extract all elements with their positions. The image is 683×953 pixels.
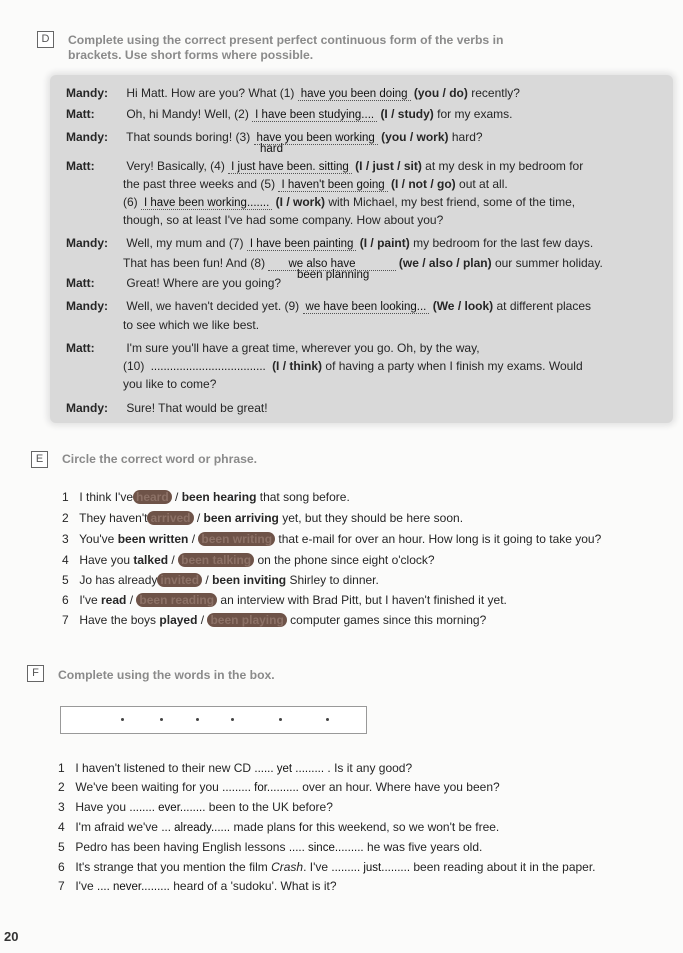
hint-7: (I / paint): [359, 236, 410, 250]
item-number: 7: [62, 613, 69, 627]
hint-8: (we / also / plan): [398, 256, 492, 270]
item-text: been to the UK before?: [208, 800, 333, 814]
hint-3: (you / work): [381, 130, 449, 144]
answer-10: ....................................: [150, 361, 266, 373]
answer-1: have you been doing: [298, 88, 411, 101]
dialogue-line-12: to see which we like best.: [123, 318, 260, 332]
circled-answer: been playing: [207, 613, 286, 627]
item-number: 6: [62, 593, 69, 607]
exercise-f-item-1: [58, 761, 412, 777]
dialogue-line-13: [66, 341, 480, 356]
speaker: Mandy:: [66, 299, 108, 313]
dialogue-line-15: you like to come?: [123, 377, 217, 391]
dialogue-line-14: [123, 359, 583, 375]
answer-8: we also have: [268, 258, 395, 271]
filled-answer: ...... yet .........: [254, 763, 325, 775]
exercise-f-item-6: [58, 860, 596, 876]
item-text: I've: [75, 879, 94, 893]
circled-answer: invited: [157, 573, 202, 587]
exercise-e-item-3: [62, 532, 601, 547]
line-text: of having a party when I finish my exams. Would: [325, 359, 583, 373]
filled-answer: ..... since.........: [288, 842, 364, 854]
filled-answer: .... never.........: [97, 881, 170, 893]
item-number: 5: [58, 840, 65, 854]
word-box-bullet: [231, 718, 234, 721]
item-text: You've: [79, 532, 115, 546]
hint-1: (you / do): [413, 86, 468, 100]
speaker: Mandy:: [66, 86, 108, 100]
exercise-e-item-2: [62, 511, 463, 526]
item-text: We've been waiting for you: [75, 780, 219, 794]
speaker: Matt:: [66, 341, 95, 355]
item-text: I'm afraid we've: [75, 820, 158, 834]
exercise-e-item-1: [62, 490, 350, 505]
line-text: at my desk in my bedroom for: [425, 159, 584, 173]
filled-answer: ......... for..........: [222, 782, 299, 794]
item-text: . I've: [303, 860, 329, 874]
option: talked: [133, 553, 169, 567]
answer-4: I just have been. sitting: [228, 161, 352, 174]
answer-7: I have been painting: [247, 238, 357, 251]
dialogue-line-5: [123, 177, 508, 193]
hint-4: (I / just / sit): [355, 159, 422, 173]
exercise-e-item-6: [62, 593, 507, 608]
exercise-f-item-2: [58, 780, 500, 796]
line-text: recently?: [471, 86, 520, 100]
circled-answer: been reading: [136, 593, 217, 607]
dialogue-line-8: [66, 236, 593, 252]
line-text: (6): [123, 195, 138, 209]
dialogue-line-16: [66, 401, 268, 416]
line-text: Great! Where are you going?: [126, 276, 282, 290]
exercise-f-item-5: [58, 840, 482, 856]
line-text: for my exams.: [437, 107, 513, 121]
exercise-e-item-5: [62, 573, 379, 588]
dialogue-line-2: [66, 107, 512, 123]
slash: /: [175, 490, 179, 504]
section-f-instruction: Complete using the words in the box.: [58, 668, 275, 682]
answer-8-continuation: been planning: [297, 269, 370, 281]
section-f-letter: F: [27, 665, 44, 682]
item-number: 2: [58, 780, 65, 794]
item-text: that song before.: [259, 490, 350, 504]
answer-6: I have been working.......: [141, 197, 272, 210]
line-text: Very! Basically, (4): [126, 159, 225, 173]
item-text: over an hour. Where have you been?: [302, 780, 500, 794]
filled-answer: ........ ever........: [129, 802, 206, 814]
item-text: Have you: [75, 800, 127, 814]
dialogue-line-7: though, so at least I've had some company. How about you?: [123, 213, 444, 227]
exercise-f-item-4: [58, 820, 499, 836]
item-text: he was five years old.: [366, 840, 483, 854]
speaker: Mandy:: [66, 236, 108, 250]
option: been hearing: [181, 490, 257, 504]
hint-9: (We / look): [432, 299, 494, 313]
answer-3-continuation: hard: [260, 143, 284, 155]
line-text: Well, we haven't decided yet. (9): [126, 299, 300, 313]
section-e-instruction: Circle the correct word or phrase.: [62, 452, 258, 466]
section-d-instruction-line2: brackets. Use short forms where possible.: [68, 48, 314, 62]
line-text: I'm sure you'll have a great time, wherever you go. Oh, by the way,: [126, 341, 480, 355]
answer-2: I have been studying....: [252, 109, 377, 122]
filled-answer: ... already......: [161, 822, 231, 834]
item-text: I haven't listened to their new CD: [75, 761, 252, 775]
line-text: Well, my mum and (7): [126, 236, 244, 250]
dialogue-line-10: [66, 276, 281, 291]
word-box: [60, 706, 367, 734]
item-text: I've: [79, 593, 98, 607]
item-text: an interview with Brad Pitt, but I haven't finished it yet.: [220, 593, 507, 607]
word-box-bullet: [121, 718, 124, 721]
hint-6: (I / work): [275, 195, 325, 209]
item-text: It's strange that you mention the film: [75, 860, 268, 874]
item-number: 5: [62, 573, 69, 587]
circled-answer: arrived: [147, 511, 193, 525]
line-text: the past three weeks and (5): [123, 177, 276, 191]
line-text: with Michael, my best friend, some of the time,: [328, 195, 576, 209]
line-text: Hi Matt. How are you? What (1): [126, 86, 295, 100]
section-d-letter: D: [37, 31, 54, 48]
speaker: Matt:: [66, 276, 95, 290]
circled-answer: heard: [133, 490, 172, 504]
exercise-e-item-4: [62, 553, 435, 568]
hint-2: (I / study): [380, 107, 434, 121]
dialogue-line-11: [66, 299, 591, 315]
line-text: Sure! That would be great!: [126, 401, 268, 415]
line-text: (10): [123, 359, 145, 373]
option: been written: [117, 532, 189, 546]
item-number: 1: [58, 761, 65, 775]
section-e-letter: E: [31, 451, 48, 468]
word-box-bullet: [326, 718, 329, 721]
exercise-e-item-7: [62, 613, 486, 628]
hint-5: (I / not / go): [391, 177, 456, 191]
dialogue-line-4: [66, 159, 583, 175]
item-text: that e-mail for over an hour. How long is it going to take you?: [278, 532, 602, 546]
hint-10: (I / think): [272, 359, 323, 373]
item-text: yet, but they should be here soon.: [282, 511, 464, 525]
dialogue-line-1: [66, 86, 520, 102]
section-d-instruction-line1: Complete using the correct present perfect continuous form of the verbs in: [68, 33, 504, 47]
item-text: made plans for this weekend, so we won't be free.: [233, 820, 500, 834]
circled-answer: been writing: [198, 532, 275, 546]
option: played: [159, 613, 198, 627]
item-text: been reading about it in the paper.: [413, 860, 596, 874]
line-text: Oh, hi Mandy! Well, (2): [126, 107, 249, 121]
slash: /: [196, 511, 201, 525]
item-text: Have you: [79, 553, 131, 567]
exercise-f-item-7: [58, 879, 337, 895]
word-box-bullet: [279, 718, 282, 721]
word-box-bullet: [160, 718, 163, 721]
item-text: I think I've: [79, 490, 133, 504]
item-text: Shirley to dinner.: [289, 573, 379, 587]
slash: /: [191, 532, 196, 546]
page-number: 20: [4, 929, 19, 944]
word-box-bullet: [196, 718, 199, 721]
answer-9: we have been looking...: [303, 301, 430, 314]
item-text: Jo has already: [79, 573, 158, 587]
item-text: Pedro has been having English lessons: [75, 840, 286, 854]
exercise-f-item-3: [58, 800, 333, 816]
slash: /: [171, 553, 175, 567]
film-title: Crash: [271, 860, 304, 874]
item-text: heard of a 'sudoku'. What is it?: [173, 879, 337, 893]
slash: /: [129, 593, 134, 607]
item-number: 6: [58, 860, 65, 874]
speaker: Mandy:: [66, 401, 108, 415]
line-text: hard?: [451, 130, 483, 144]
item-text: on the phone since eight o'clock?: [257, 553, 435, 567]
answer-5: I haven't been going: [278, 179, 387, 192]
circled-answer: been talking: [178, 553, 254, 567]
item-number: 4: [62, 553, 69, 567]
item-text: . Is it any good?: [327, 761, 413, 775]
line-text: That sounds boring! (3): [126, 130, 251, 144]
line-text: out at all.: [459, 177, 508, 191]
item-number: 3: [58, 800, 65, 814]
slash: /: [205, 573, 209, 587]
speaker: Mandy:: [66, 130, 108, 144]
item-number: 3: [62, 532, 69, 546]
filled-answer: ......... just.........: [331, 862, 411, 874]
item-number: 1: [62, 490, 69, 504]
option: been arriving: [203, 511, 279, 525]
item-text: computer games since this morning?: [290, 613, 487, 627]
speaker: Matt:: [66, 159, 95, 173]
item-text: They haven't: [79, 511, 148, 525]
answer-3: have you been working: [254, 132, 378, 145]
line-text: our summer holiday.: [494, 256, 603, 270]
item-number: 7: [58, 879, 65, 893]
slash: /: [200, 613, 205, 627]
item-number: 2: [62, 511, 69, 525]
option: been inviting: [212, 573, 287, 587]
speaker: Matt:: [66, 107, 95, 121]
line-text: That has been fun! And (8): [123, 256, 266, 270]
option: read: [101, 593, 127, 607]
item-text: Have the boys: [79, 613, 157, 627]
item-number: 4: [58, 820, 65, 834]
line-text: my bedroom for the last few days.: [413, 236, 594, 250]
dialogue-line-6: [123, 195, 575, 211]
line-text: at different places: [496, 299, 592, 313]
